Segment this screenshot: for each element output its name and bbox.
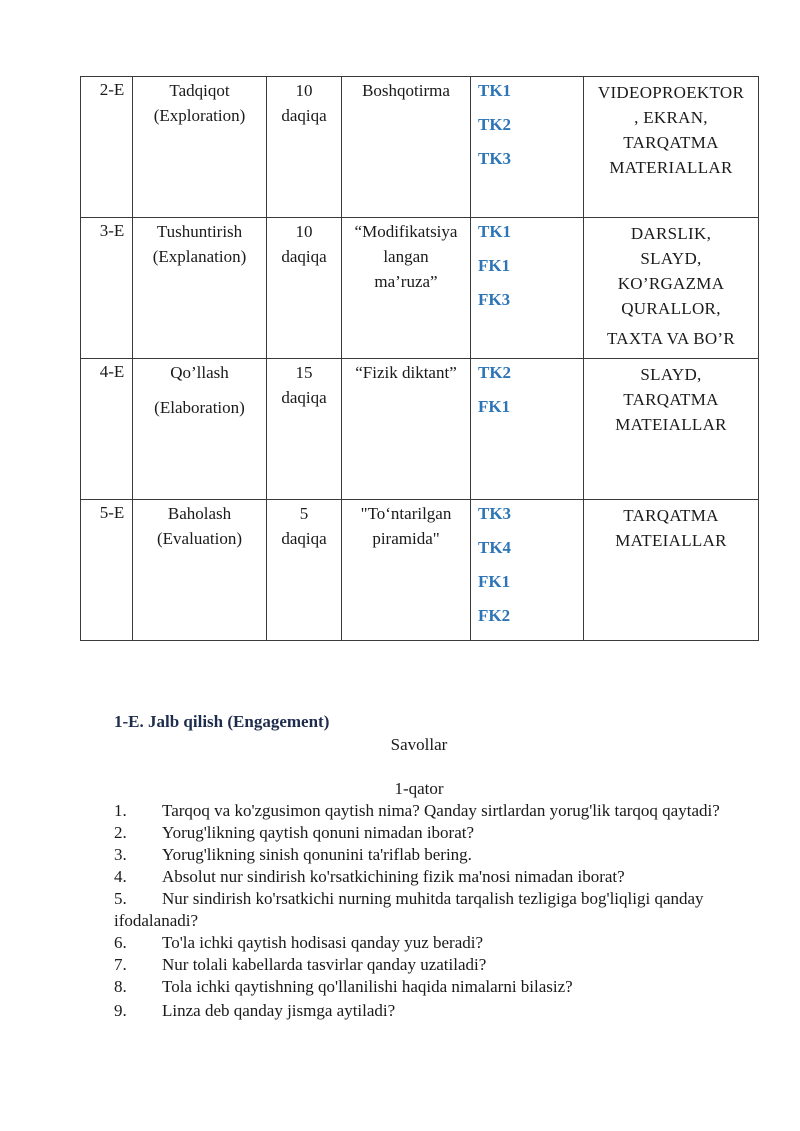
competency-code: FK1 [478, 256, 511, 275]
section-heading: 1-E. Jalb qilish (Engagement) [114, 712, 330, 731]
duration-line: daqiqa [281, 106, 327, 125]
tools-cell [584, 500, 759, 641]
stage-name-line: Baholash [167, 504, 232, 523]
competency-code: TK1 [478, 81, 512, 100]
tools-line: SLAYD, [640, 249, 702, 268]
stage-cell [81, 500, 133, 641]
tools-cell [584, 218, 759, 359]
tools-line: TARQATMA [623, 133, 719, 152]
duration-line: 10 [295, 81, 313, 100]
question-number: 7. [114, 955, 127, 974]
stage-name-line: Qo’llash [170, 363, 229, 382]
question-number: 5. [114, 889, 127, 908]
stage-name-line: Tadqiqot [169, 81, 230, 100]
question-number: 4. [114, 867, 127, 886]
method-line: ma’ruza” [374, 272, 438, 291]
tools-line: TARQATMA [623, 506, 719, 525]
stage-label: 4-E [99, 362, 125, 381]
method-cell [342, 218, 471, 359]
competency-code: TK1 [478, 222, 512, 241]
competency-code: TK4 [478, 538, 512, 557]
tools-cell [584, 359, 759, 500]
question-text: Nur tolali kabellarda tasvirlar qanday uzatiladi? [162, 955, 487, 974]
question-number: 3. [114, 845, 127, 864]
tools-line: , EKRAN, [634, 108, 708, 127]
stage-cell [81, 218, 133, 359]
question-item [114, 866, 724, 888]
table-row [81, 359, 759, 500]
question-item [114, 888, 724, 932]
competency-code: TK3 [478, 504, 512, 523]
question-number: 6. [114, 933, 127, 952]
competency-code: TK2 [478, 363, 512, 382]
tools-line: MATEIALLAR [615, 415, 727, 434]
question-item [114, 800, 724, 822]
duration-line: 15 [295, 363, 313, 382]
question-item [114, 954, 724, 976]
method-line: langan [383, 247, 429, 266]
method-cell [342, 359, 471, 500]
question-text: Linza deb qanday jismga aytiladi? [162, 1001, 396, 1020]
stage-name-line: (Elaboration) [154, 398, 245, 417]
duration-line: 10 [295, 222, 313, 241]
question-number: 9. [114, 1001, 127, 1020]
tools-cell [584, 77, 759, 218]
tools-line: SLAYD, [640, 365, 702, 384]
tools-line: DARSLIK, [630, 224, 712, 243]
tools-line: MATEIALLAR [615, 531, 727, 550]
stage-name-line: Tushuntirish [156, 222, 243, 241]
questions-title: Savollar [390, 735, 448, 754]
question-item [114, 844, 724, 866]
tools-line: TARQATMA [623, 390, 719, 409]
tools-line: MATERIALLAR [609, 158, 733, 177]
duration-line: daqiqa [281, 247, 327, 266]
question-number: 2. [114, 823, 127, 842]
question-text: Tola ichki qaytishning qo'llanilishi haqida nimalarni bilasiz? [162, 977, 573, 996]
stage-name-line: (Evaluation) [157, 529, 242, 548]
stage-cell [81, 77, 133, 218]
stage-name-cell [133, 77, 267, 218]
tools-line: QURALLOR, [621, 299, 721, 318]
competency-code: TK3 [478, 149, 512, 168]
competency-codes-cell [471, 218, 584, 359]
question-text: Absolut nur sindirish ko'rsatkichining fizik ma'nosi nimadan iborat? [162, 867, 625, 886]
method-line: "To‘ntarilgan [360, 504, 452, 523]
competency-codes-cell [471, 500, 584, 641]
question-item [114, 822, 724, 844]
competency-code: FK1 [478, 397, 511, 416]
competency-code: FK2 [478, 606, 511, 625]
competency-codes-cell [471, 359, 584, 500]
lesson-stages-table [80, 76, 759, 641]
question-text: To'la ichki qaytish hodisasi qanday yuz beradi? [162, 933, 484, 952]
stage-name-line: (Exploration) [153, 106, 246, 125]
table-row [81, 218, 759, 359]
tools-line: KO’RGAZMA [617, 274, 725, 293]
duration-cell [267, 77, 342, 218]
method-cell [342, 77, 471, 218]
method-line: piramida" [372, 529, 440, 548]
table-row [81, 500, 759, 641]
stage-name-cell [133, 500, 267, 641]
stage-name-line: (Explanation) [152, 247, 247, 266]
question-text: Yorug'likning sinish qonunini ta'riflab bering. [162, 845, 472, 864]
stage-name-cell [133, 359, 267, 500]
duration-line: 5 [299, 504, 309, 523]
method-line: Boshqotirma [362, 81, 450, 100]
competency-code: FK1 [478, 572, 511, 591]
tools-line: VIDEOPROEKTOR [597, 83, 745, 102]
stage-cell [81, 359, 133, 500]
method-cell [342, 500, 471, 641]
question-number: 1. [114, 801, 127, 820]
duration-line: daqiqa [281, 388, 327, 407]
question-list [114, 800, 724, 1022]
tools-line: TAXTA VA BO’R [606, 329, 736, 348]
stage-label: 5-E [99, 503, 125, 522]
question-item [114, 976, 724, 998]
competency-code: FK3 [478, 290, 511, 309]
question-text: Nur sindirish ko'rsatkichi nurning muhitda tarqalish tezligiga bog'liqligi qanday ifodalanadi? [114, 889, 704, 930]
method-line: “Modifikatsiya [354, 222, 458, 241]
table-row [81, 77, 759, 218]
duration-cell [267, 500, 342, 641]
question-text: Yorug'likning qaytish qonuni nimadan iborat? [162, 823, 475, 842]
question-number: 8. [114, 977, 127, 996]
question-item [114, 932, 724, 954]
stage-label: 2-E [99, 80, 125, 99]
competency-codes-cell [471, 77, 584, 218]
duration-cell [267, 218, 342, 359]
duration-line: daqiqa [281, 529, 327, 548]
method-line: “Fizik diktant” [355, 363, 457, 382]
row-title: 1-qator [394, 779, 444, 798]
question-item [114, 1000, 724, 1022]
stage-name-cell [133, 218, 267, 359]
stage-label: 3-E [99, 221, 125, 240]
question-text: Tarqoq va ko'zgusimon qaytish nima? Qanday sirtlardan yorug'lik tarqoq qaytadi? [162, 801, 720, 820]
competency-code: TK2 [478, 115, 512, 134]
duration-cell [267, 359, 342, 500]
